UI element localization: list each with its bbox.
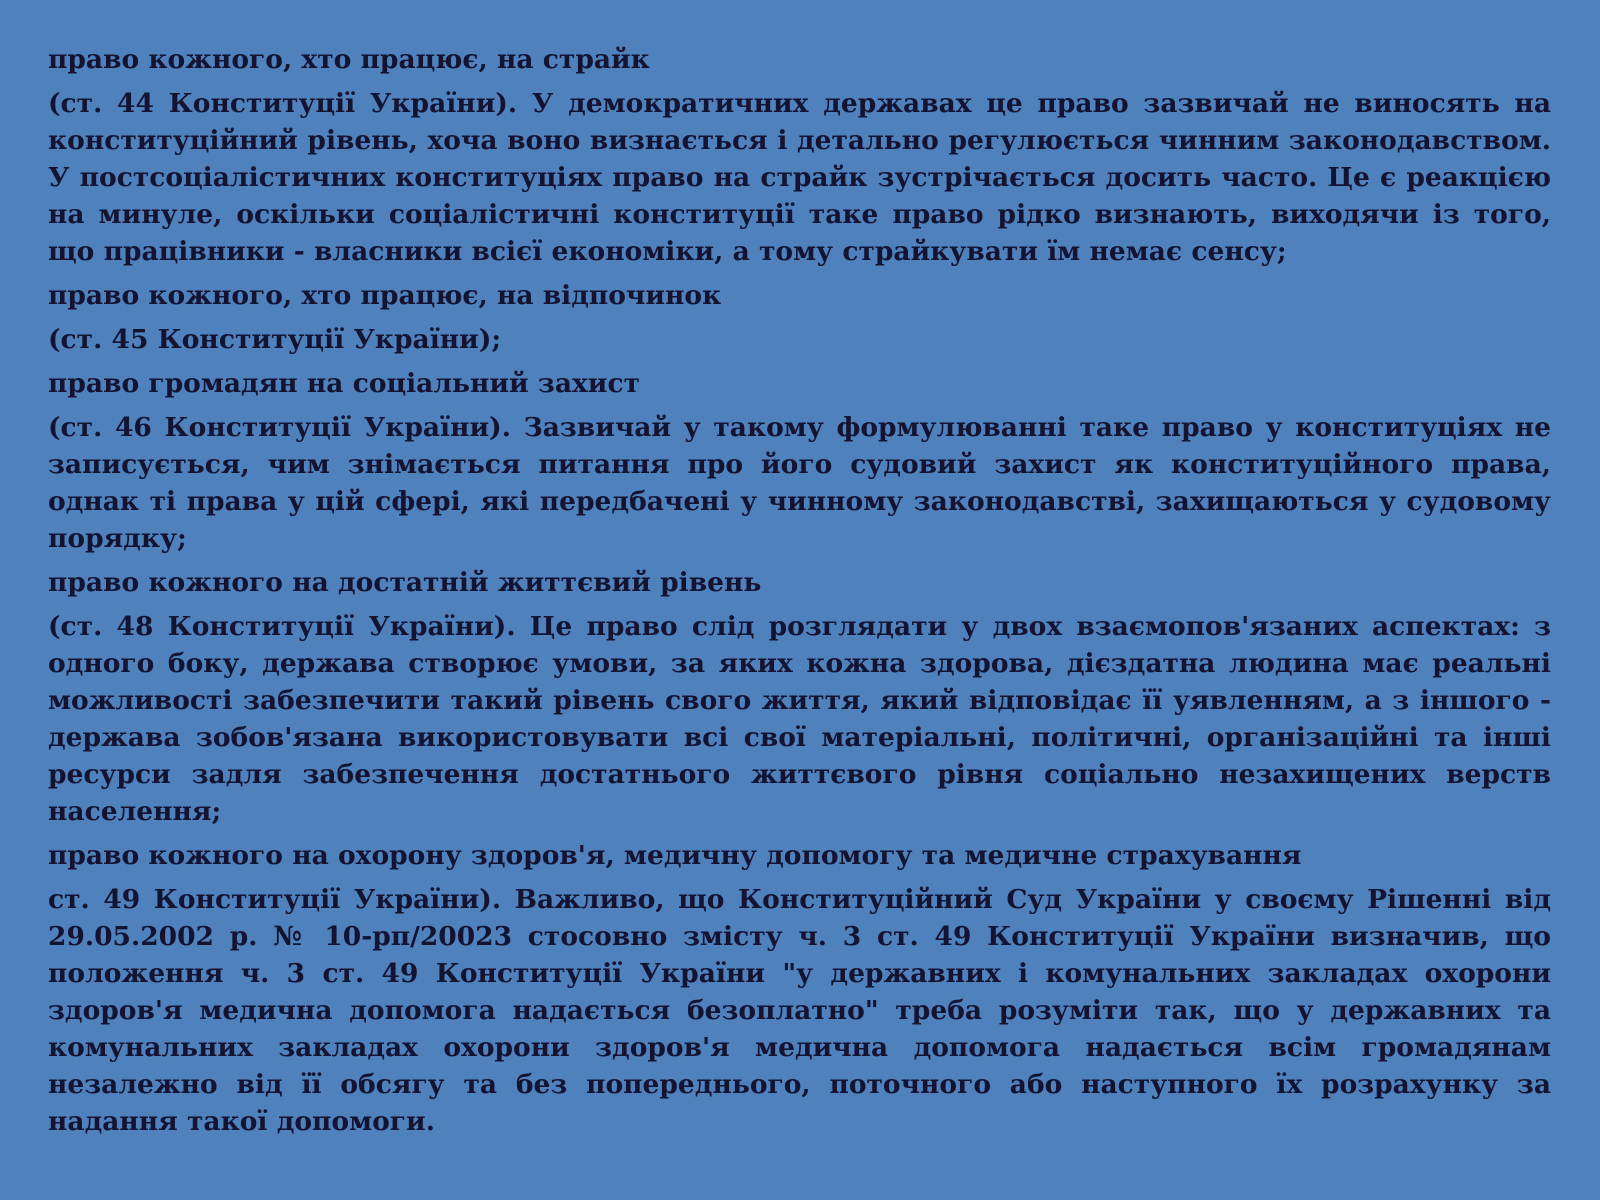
social-protection-block <box>48 365 1551 557</box>
right-to-rest-text: (ст. 45 Конституції України); <box>48 324 502 355</box>
right-to-rest-block <box>48 277 1551 358</box>
health-care-block <box>48 837 1551 1140</box>
right-to-rest-heading: право кожного, хто працює, на відпочинок <box>48 280 722 311</box>
living-standard-text: (ст. 48 Конституції України). Це право слід розглядати у двох взаємопов'язаних аспектах: з одного боку, держава створює умови, за яких кожна здорова, дієздатна людина має реальні можливості забезпечити такий рівень свого життя, який відповідає її уявленням, а з іншого - держава зобов'язана використовувати всі свої матеріальні, політичні, організаційні та інші ресурси задля забезпечення достатнього життєвого рівня соціально незахищених верств населення; <box>48 611 1551 827</box>
social-protection-heading: право громадян на соціальний захист <box>48 368 641 399</box>
right-to-strike-heading: право кожного, хто працює, на страйк <box>48 44 650 75</box>
living-standard-heading: право кожного на достатній життєвий рівень <box>48 567 762 598</box>
social-protection-text: (ст. 46 Конституції України). Зазвичай у такому формулюванні таке право у конституціях не записується, чим знімається питання про його судовий захист як конституційного права, однак ті права у цій сфері, які передбачені у чинному законодавстві, захищаються у судовому порядку; <box>48 412 1551 554</box>
living-standard-block <box>48 564 1551 830</box>
health-care-text: ст. 49 Конституції України). Важливо, що Конституційний Суд України у своєму Рішенні від 29.05.2002 р. № 10-рп/20023 стосовно змісту ч. 3 ст. 49 Конституції України визначив, що положення ч. 3 ст. 49 Конституції України "у державних і комунальних закладах охорони здоров'я медична допомога надається безоплатно" треба розуміти так, що у державних та комунальних закладах охорони здоров'я медична допомога надається всім громадянам незалежно від її обсягу та без попереднього, поточного або наступного їх розрахунку за надання такої допомоги. <box>48 884 1551 1137</box>
right-to-strike-text: (ст. 44 Конституції України). У демократичних державах це право зазвичай не виносять на конституційний рівень, хоча воно визнається і детально регулюється чинним законодавством. У постсоціалістичних конституціях право на страйк зустрічається досить часто. Це є реакцією на минуле, оскільки соціалістичні конституції таке право рідко визнають, виходячи із того, що працівники - власники всієї економіки, а тому страйкувати їм немає сенсу; <box>48 88 1551 267</box>
right-to-strike-block <box>48 41 1551 270</box>
health-care-heading: право кожного на охорону здоров'я, медичну допомогу та медичне страхування <box>48 840 1302 871</box>
